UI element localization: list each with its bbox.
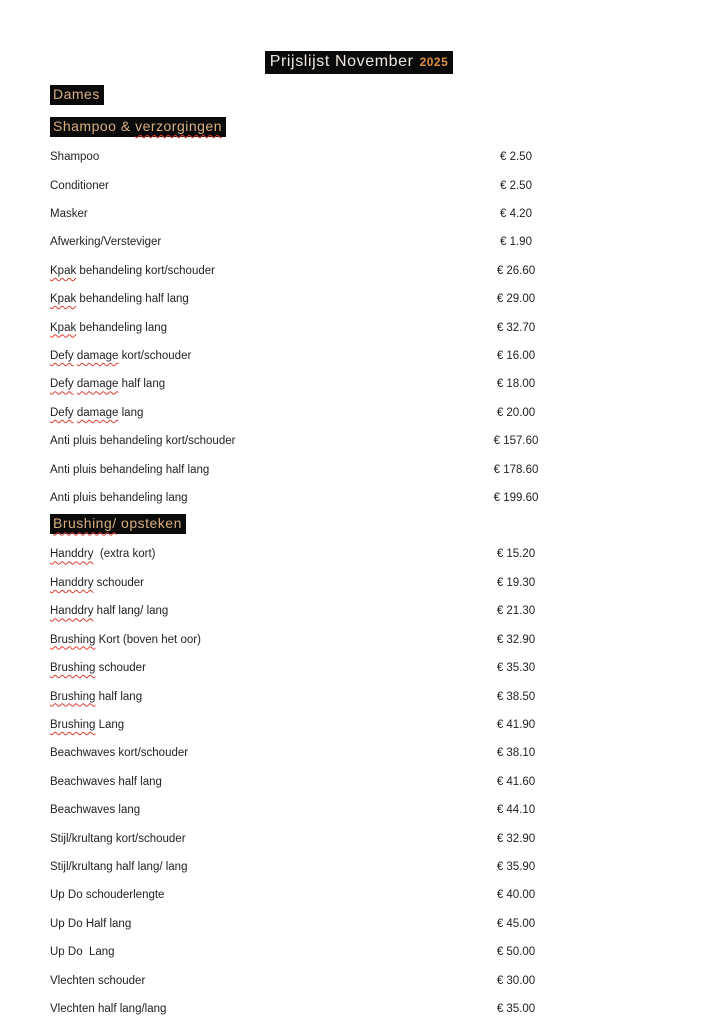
price-row: [50, 455, 718, 483]
label-text: oor): [180, 633, 201, 646]
label-text: kort/schouder: [121, 350, 192, 363]
item-price: € 50.00: [496, 946, 536, 959]
misspelled-word: Defy: [50, 406, 74, 419]
item-price: € 2.50: [500, 179, 532, 192]
label-text: Vlechten: [50, 1002, 95, 1015]
label-text: Shampoo: [53, 118, 117, 134]
label-text: lang: [146, 605, 169, 618]
document-title-text: Prijslijst November: [269, 53, 414, 70]
label-text: Conditioner: [50, 179, 109, 192]
label-text: kort): [132, 548, 156, 561]
item-label: [50, 889, 456, 901]
label-text: behandeling: [79, 264, 143, 277]
price-row: [50, 285, 718, 313]
price-row: [50, 910, 718, 938]
label-text: Afwerking/Versteviger: [50, 236, 162, 249]
label-text: Kort: [98, 633, 120, 646]
price-row: [50, 484, 718, 512]
item-price: € 29.00: [496, 293, 536, 306]
label-text: kort/schouder: [165, 435, 236, 448]
item-label: [50, 946, 456, 958]
label-text: Shampoo: [50, 151, 100, 164]
label-text: half: [97, 1002, 117, 1015]
misspelled-word: verzorgingen: [135, 118, 222, 134]
item-price: € 32.70: [496, 321, 536, 334]
misspelled-word: Handdry: [50, 576, 94, 589]
label-text: Masker: [50, 208, 88, 221]
item-price: € 1.90: [500, 236, 532, 249]
item-label: [50, 918, 456, 930]
item-label: [50, 236, 456, 248]
item-label: [50, 634, 456, 646]
misspelled-word: Kpak: [50, 264, 77, 277]
label-text: Vlechten: [50, 974, 95, 987]
label-text: Up: [50, 889, 65, 902]
title-row: [0, 0, 718, 74]
item-price: € 44.10: [496, 804, 536, 817]
label-text: half: [96, 605, 116, 618]
item-label: [50, 605, 456, 617]
label-text: Beachwaves: [50, 804, 116, 817]
label-text: pluis: [73, 463, 97, 476]
label-text: Anti: [50, 492, 70, 505]
document-title: [265, 51, 454, 74]
item-price: € 4.20: [500, 208, 532, 221]
misspelled-word: Defy: [50, 378, 74, 391]
misspelled-word: Brushing: [50, 662, 96, 675]
label-text: lang: [140, 775, 162, 788]
price-row: [50, 370, 718, 398]
label-text: schouder: [97, 974, 146, 987]
label-text: lang: [165, 492, 188, 505]
item-label: [50, 208, 456, 220]
item-price: € 178.60: [493, 463, 539, 476]
label-text: pluis: [73, 492, 97, 505]
item-label: [50, 804, 456, 816]
label-text: kort/schouder: [118, 747, 189, 760]
label-text: pluis: [73, 435, 97, 448]
item-label: [50, 776, 456, 788]
price-row: [50, 569, 718, 597]
label-text: lang: [120, 690, 143, 703]
label-text: lang: [167, 293, 189, 306]
price-row: [50, 399, 718, 427]
price-row: [50, 881, 718, 909]
item-label: [50, 975, 456, 987]
misspelled-word: Handdry: [50, 548, 94, 561]
item-price: € 40.00: [496, 889, 536, 902]
item-label: [50, 492, 456, 504]
price-row: [50, 313, 718, 341]
misspelled-word: Brushing/: [53, 515, 117, 532]
item-label: [50, 265, 456, 277]
item-label: [50, 747, 456, 759]
label-text: schouderlengte: [85, 889, 165, 902]
item-label: [50, 350, 456, 362]
misspelled-word: Brushing: [50, 690, 96, 703]
label-text: Stijl/krultang: [50, 860, 113, 873]
label-text: half: [121, 378, 141, 391]
item-price: € 32.90: [496, 633, 536, 646]
label-text: Do: [67, 946, 83, 959]
item-price: € 19.30: [496, 576, 536, 589]
label-text: schouder: [98, 662, 146, 675]
label-text: behandeling: [79, 321, 143, 334]
section-heading: [50, 514, 186, 534]
section-heading-row: [50, 514, 718, 534]
document-title-year: 2025: [419, 55, 449, 69]
label-text: lang: [121, 406, 144, 419]
item-label: [50, 662, 456, 674]
label-text: Half: [85, 917, 107, 930]
price-row: [50, 427, 718, 455]
item-price: € 18.00: [496, 378, 536, 391]
misspelled-word: damage: [76, 350, 119, 363]
item-label: [50, 407, 456, 419]
item-price: € 30.00: [496, 974, 536, 987]
item-label: [50, 151, 456, 163]
item-label: [50, 719, 456, 731]
document-subtitle: Dames: [50, 85, 104, 105]
label-text: behandeling: [99, 492, 163, 505]
label-text: lang: [187, 463, 210, 476]
label-text: lang: [143, 378, 166, 391]
item-label: [50, 1003, 456, 1015]
section-heading-row: [50, 117, 718, 137]
label-text: Beachwaves: [50, 775, 116, 788]
label-text: Up: [50, 917, 65, 930]
price-row: [50, 597, 718, 625]
item-price: € 38.50: [496, 690, 536, 703]
label-text: Stijl/krultang: [50, 832, 113, 845]
price-row: [50, 143, 718, 171]
section-heading: [50, 117, 226, 137]
item-price: € 35.90: [496, 860, 536, 873]
misspelled-word: Brushing: [50, 633, 96, 646]
label-text: lang: [165, 860, 188, 873]
price-row: [50, 171, 718, 199]
item-price: € 32.90: [496, 832, 536, 845]
item-label: [50, 322, 456, 334]
item-label: [50, 833, 456, 845]
label-text: (extra: [99, 548, 130, 561]
price-row: [50, 342, 718, 370]
item-label: [50, 180, 456, 192]
price-row: [50, 682, 718, 710]
item-label: [50, 548, 456, 560]
price-row: [50, 768, 718, 796]
item-price: € 15.20: [496, 548, 536, 561]
label-text: half: [165, 463, 185, 476]
label-text: Anti: [50, 435, 70, 448]
price-row: [50, 796, 718, 824]
label-text: (boven: [122, 633, 159, 646]
item-label: [50, 464, 456, 476]
label-text: lang: [109, 917, 132, 930]
label-text: behandeling: [99, 435, 163, 448]
label-text: Lang: [98, 718, 125, 731]
misspelled-word: Handdry: [50, 605, 94, 618]
price-row: [50, 228, 718, 256]
label-text: Do: [67, 917, 83, 930]
item-price: € 157.60: [493, 435, 539, 448]
label-text: opsteken: [121, 515, 182, 532]
misspelled-word: Kpak: [50, 321, 77, 334]
price-row: [50, 938, 718, 966]
item-price: € 35.30: [496, 662, 536, 675]
subtitle-row: [50, 85, 718, 105]
label-text: kort/schouder: [115, 832, 186, 845]
price-row: [50, 853, 718, 881]
item-price: € 38.10: [496, 747, 536, 760]
item-price: € 26.60: [496, 264, 536, 277]
item-label: [50, 378, 456, 390]
item-label: [50, 435, 456, 447]
price-list: [50, 117, 718, 1023]
price-row: [50, 995, 718, 1023]
label-text: Anti: [50, 463, 70, 476]
misspelled-word: Kpak: [50, 293, 77, 306]
document-content: [50, 85, 718, 1023]
label-text: half: [145, 293, 164, 306]
item-label: [50, 861, 456, 873]
item-price: € 21.30: [496, 605, 536, 618]
item-price: € 2.50: [500, 151, 532, 164]
price-row: [50, 626, 718, 654]
price-row: [50, 540, 718, 568]
price-row: [50, 654, 718, 682]
label-text: kort/schouder: [145, 264, 215, 277]
item-label: [50, 691, 456, 703]
price-row: [50, 966, 718, 994]
price-row: [50, 257, 718, 285]
label-text: behandeling: [79, 293, 143, 306]
item-price: € 199.60: [493, 492, 539, 505]
label-text: lang/lang: [119, 1002, 167, 1015]
item-price: € 41.60: [496, 775, 536, 788]
item-price: € 45.00: [496, 917, 536, 930]
label-text: half: [115, 860, 135, 873]
label-text: Lang: [89, 946, 115, 959]
misspelled-word: damage: [76, 378, 119, 391]
misspelled-word: damage: [76, 406, 119, 419]
label-text: lang/: [118, 605, 144, 618]
label-text: behandeling: [99, 463, 163, 476]
item-price: € 20.00: [496, 406, 536, 419]
item-price: € 16.00: [496, 350, 536, 363]
label-text: lang/: [137, 860, 163, 873]
item-label: [50, 577, 456, 589]
label-text: Do: [67, 889, 83, 902]
label-text: Up: [50, 946, 65, 959]
price-row: [50, 711, 718, 739]
price-row: [50, 824, 718, 852]
label-text: half: [98, 690, 118, 703]
item-price: € 35.00: [496, 1002, 536, 1015]
price-row: [50, 739, 718, 767]
label-text: lang: [145, 321, 168, 334]
label-text: schouder: [96, 576, 144, 589]
price-row: [50, 200, 718, 228]
label-text: &: [120, 118, 131, 134]
label-text: lang: [118, 804, 141, 817]
misspelled-word: Defy: [50, 350, 74, 363]
item-label: [50, 293, 456, 305]
item-price: € 41.90: [496, 718, 536, 731]
label-text: het: [161, 633, 178, 646]
label-text: Beachwaves: [50, 747, 116, 760]
label-text: half: [118, 775, 137, 788]
misspelled-word: Brushing: [50, 718, 96, 731]
